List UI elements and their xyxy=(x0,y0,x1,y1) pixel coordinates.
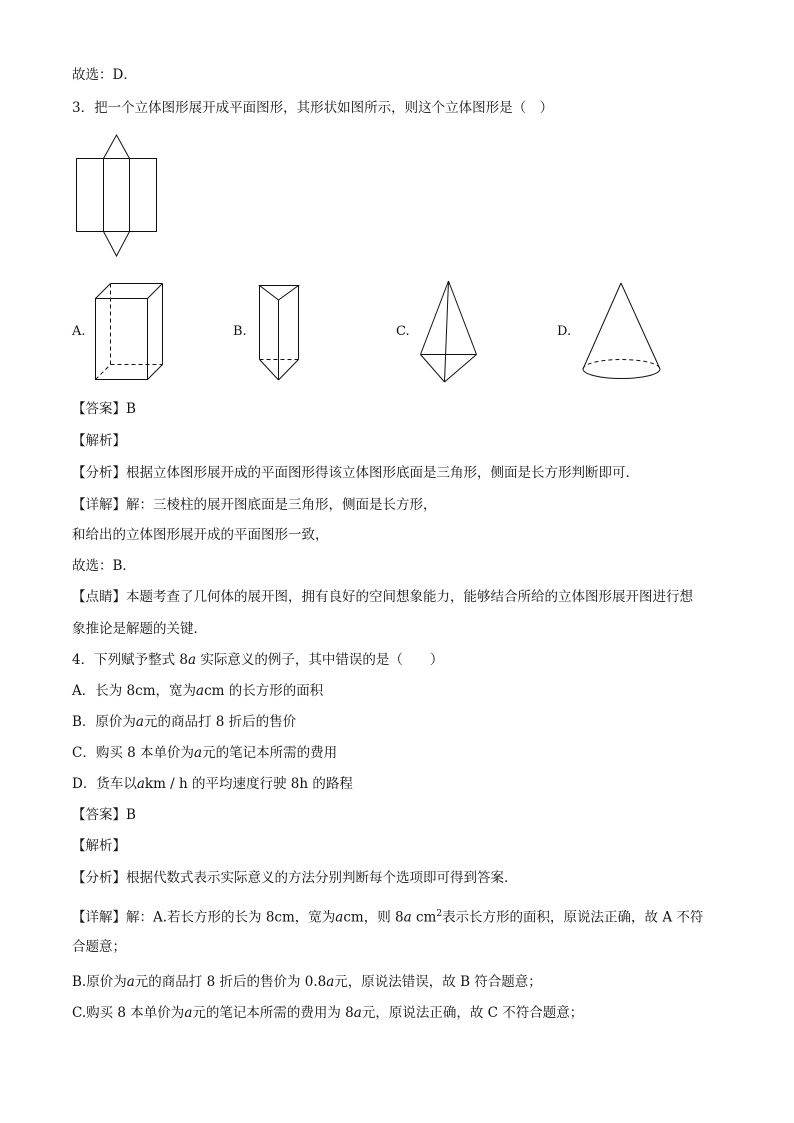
option-b-triangular-prism xyxy=(256,282,302,384)
question-4-analysis: 【分析】根据代数式表示实际意义的方法分别判断每个选项即可得到答案． xyxy=(72,870,518,886)
q4-option-d-part: km / h 的平均速度行驶 8h 的路程 xyxy=(144,776,353,792)
q4-option-c-part: C．购买 8 本单价为 xyxy=(72,745,195,761)
option-d-label: D. xyxy=(557,324,572,339)
option-c-label: C. xyxy=(396,324,410,339)
q4-detail-part: cm，则 8 xyxy=(343,909,404,926)
q4-detail-superscript: 2 xyxy=(436,909,443,919)
question-4-detail-b xyxy=(72,973,542,991)
question-3-stem: 3．把一个立体图形展开成平面图形，其形状如图所示，则这个立体图形是（ ） xyxy=(72,100,554,116)
q4-detail-c-variable: a xyxy=(184,1005,193,1021)
question-4-option-a xyxy=(72,682,323,700)
q4-detail-c-variable: a xyxy=(353,1005,362,1021)
question-3-choose: 故选：B． xyxy=(72,558,136,574)
text-line-prev-answer: 故选：D． xyxy=(72,67,137,83)
q4-detail-variable: a xyxy=(335,909,344,926)
q4-detail-b-part: 元，原说法错误，故 B 符合题意； xyxy=(334,974,542,990)
q4-stem-part: 4．下列赋予整式 8 xyxy=(72,652,188,668)
q4-detail-unit: cm xyxy=(411,909,437,926)
question-3-detail-2: 和给出的立体图形展开成的平面图形一致， xyxy=(72,527,329,543)
q4-option-a-variable: a xyxy=(196,683,205,699)
question-4-stem xyxy=(72,651,443,669)
question-3-analysis: 【分析】根据立体图形展开成的平面图形得该立体图形底面是三角形，侧面是长方形判断即可． xyxy=(72,465,639,481)
question-3-comment-1: 【点睛】本题考查了几何体的展开图，拥有良好的空间想象能力，能够结合所给的立体图形展开图进行想 xyxy=(72,589,693,605)
q4-option-a-part: A．长为 8cm，宽为 xyxy=(72,683,196,699)
q4-detail-c-part: 元的笔记本所需的费用为 8 xyxy=(192,1005,354,1021)
option-a-cuboid xyxy=(92,281,166,385)
q4-detail-b-part: B.原价为 xyxy=(72,974,127,990)
q4-option-a-part: cm 的长方形的面积 xyxy=(204,683,324,699)
question-4-detail-1 xyxy=(72,905,703,927)
net-figure xyxy=(74,132,160,260)
question-4-option-d xyxy=(72,775,353,793)
question-3-answer: 【答案】B xyxy=(72,401,136,417)
question-4-answer: 【答案】B xyxy=(72,807,136,823)
q4-detail-part: 【详解】解：A.若长方形的长为 8cm，宽为 xyxy=(72,909,336,926)
q4-option-b-part: B．原价为 xyxy=(72,714,136,730)
q4-detail-variable: a xyxy=(403,909,412,926)
question-3-analysis-heading: 【解析】 xyxy=(72,433,126,449)
q4-stem-variable: a xyxy=(187,652,197,668)
question-3-comment-2: 象推论是解题的关键． xyxy=(72,621,207,637)
net-rectangle xyxy=(77,159,157,232)
q4-stem-part: 实际意义的例子，其中错误的是（ ） xyxy=(196,652,444,668)
q4-option-c-variable: a xyxy=(194,745,203,761)
q4-option-b-part: 元的商品打 8 折后的售价 xyxy=(143,714,297,730)
net-bottom-triangle xyxy=(104,232,130,257)
question-3-detail-1: 【详解】解：三棱柱的展开图底面是三角形，侧面是长方形， xyxy=(72,497,437,513)
q4-option-b-variable: a xyxy=(135,714,144,730)
q4-detail-b-variable: a xyxy=(326,974,335,990)
q4-detail-c-part: C.购买 8 本单价为 xyxy=(72,1005,185,1021)
question-4-option-c xyxy=(72,744,337,762)
q4-option-c-part: 元的笔记本所需的费用 xyxy=(202,745,338,761)
option-a-label: A. xyxy=(72,324,86,339)
q4-option-d-part: D．货车以 xyxy=(72,776,137,792)
net-top-triangle xyxy=(104,135,130,159)
option-b-label: B. xyxy=(233,324,247,339)
question-4-detail-c xyxy=(72,1004,583,1022)
question-4-option-b xyxy=(72,713,296,731)
q4-detail-part: 表示长方形的面积，原说法正确，故 A 不符 xyxy=(442,909,704,926)
question-4-detail-2: 合题意； xyxy=(72,939,126,955)
question-4-analysis-heading: 【解析】 xyxy=(72,838,126,854)
q4-option-d-variable: a xyxy=(136,776,145,792)
option-d-cone xyxy=(580,280,664,382)
q4-detail-b-variable: a xyxy=(126,974,135,990)
q4-detail-c-part: 元，原说法正确，故 C 不符合题意； xyxy=(361,1005,584,1021)
option-c-pyramid xyxy=(418,278,480,386)
q4-detail-b-part: 元的商品打 8 折后的售价为 0.8 xyxy=(134,974,327,990)
